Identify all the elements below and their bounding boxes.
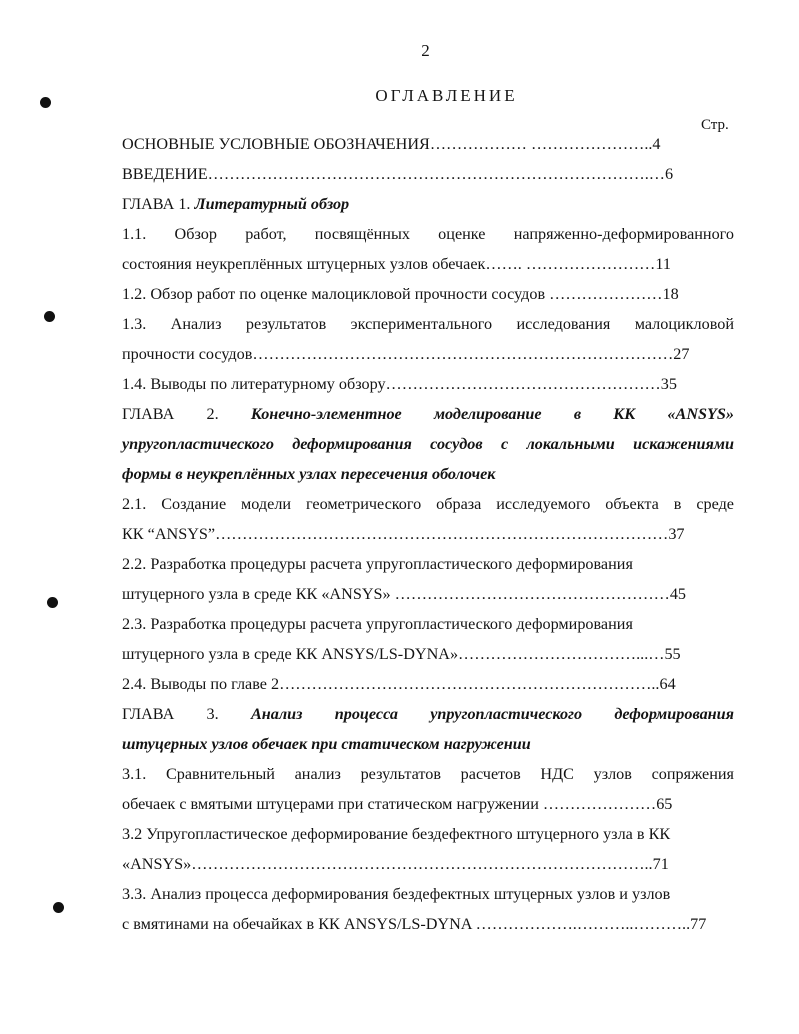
toc-entry: 2.3. Разработка процедуры расчета упругопластического деформирования [122, 615, 633, 633]
toc-entry: «ANSYS»…………………………………………………………………………..71 [122, 855, 669, 873]
chapter-title: формы в неукреплённых узлах пересечения оболочек [122, 465, 496, 483]
toc-entry: КК “ANSYS”…………………………………………………………………………37 [122, 525, 685, 543]
binder-hole-mark [44, 311, 55, 322]
page-number: 2 [421, 41, 430, 60]
toc-entry: 1.2. Обзор работ по оценке малоцикловой прочности сосудов …………………18 [122, 285, 679, 303]
chapter-title: Анализ процесса упругопластического деформирования [250, 705, 734, 723]
binder-hole-mark [47, 597, 58, 608]
toc-entry: 2.1. Создание модели геометрического образа исследуемого объекта в среде [122, 495, 734, 513]
toc-entry: 1.3. Анализ результатов экспериментального исследования малоцикловой [122, 315, 734, 333]
toc-entry: состояния неукреплённых штуцерных узлов обечаек……. ……………………11 [122, 255, 671, 273]
toc-entry: штуцерного узла в среде КК «ANSYS» ……………………………………………45 [122, 585, 687, 603]
page-title: ОГЛАВЛЕНИЕ [375, 86, 518, 105]
chapter-title: Конечно-элементное моделирование в КК «ANSYS» [250, 405, 734, 423]
chapter-label: ГЛАВА 3. [122, 705, 219, 723]
toc-chapter-heading [122, 192, 734, 216]
page-column-label: Стр. [701, 117, 729, 133]
toc-entry: штуцерного узла в среде КК ANSYS/LS-DYNA»……………………………...…55 [122, 645, 681, 663]
toc-entry: ОСНОВНЫЕ УСЛОВНЫЕ ОБОЗНАЧЕНИЯ……………… …………………..4 [122, 135, 661, 153]
toc-entry: 1.4. Выводы по литературному обзору……………………………………………35 [122, 375, 677, 393]
toc-entry: 3.2 Упругопластическое деформирование бездефектного штуцерного узла в КК [122, 825, 671, 843]
toc-entry: прочности сосудов……………………………………………………………………27 [122, 345, 690, 363]
toc-entry: 1.1. Обзор работ, посвящённых оценке напряженно-деформированного [122, 225, 734, 243]
toc-entry: 3.1. Сравнительный анализ результатов расчетов НДС узлов сопряжения [122, 765, 734, 783]
toc-entry: 3.3. Анализ процесса деформирования бездефектных штуцерных узлов и узлов [122, 885, 671, 903]
toc-entry: 2.4. Выводы по главе 2……………………………………………………………..64 [122, 675, 676, 693]
chapter-title: штуцерных узлов обечаек при статическом нагружении [122, 735, 531, 753]
toc-entry: 2.2. Разработка процедуры расчета упругопластического деформирования [122, 555, 633, 573]
toc-chapter-heading [122, 402, 734, 426]
chapter-title: упругопластического деформирования сосудов с локальными искажениями [122, 435, 734, 453]
toc-entry: с вмятинами на обечайках в КК ANSYS/LS-DYNA ……………….………..………..77 [122, 915, 707, 933]
chapter-title: Литературный обзор [194, 195, 350, 213]
chapter-label: ГЛАВА 1. [122, 195, 191, 213]
chapter-label: ГЛАВА 2. [122, 405, 219, 423]
toc-entry: ВВЕДЕНИЕ……………………………………………………………………….…6 [122, 165, 674, 183]
binder-hole-mark [53, 902, 64, 913]
binder-hole-mark [40, 97, 51, 108]
toc-entry: обечаек с вмятыми штуцерами при статическом нагружении …………………65 [122, 795, 673, 813]
toc-chapter-heading [122, 702, 734, 726]
